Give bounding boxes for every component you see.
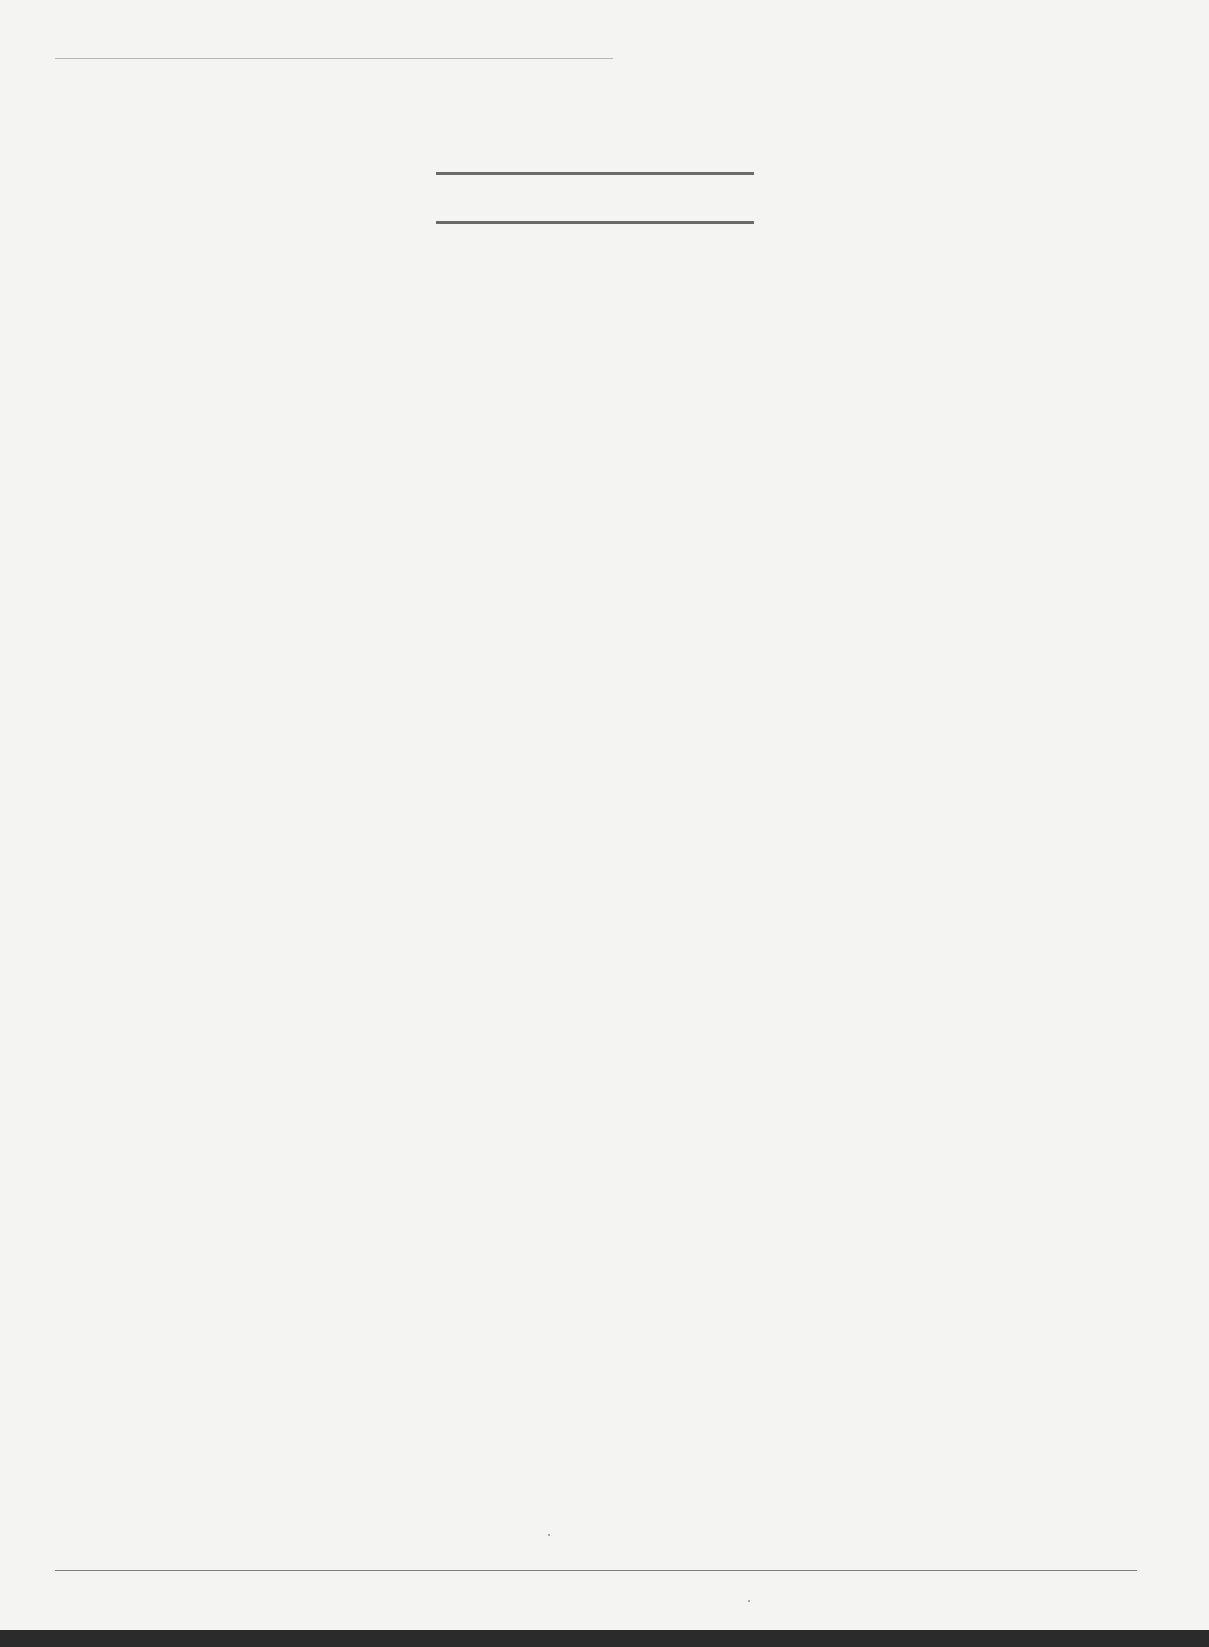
scan-speck (748, 1600, 750, 1602)
footer-rule (55, 1570, 1137, 1571)
pull-quote (436, 172, 754, 224)
scan-edge (0, 1630, 1209, 1647)
scan-speck (548, 1534, 550, 1536)
header-rule (55, 58, 613, 59)
text-column-2 (436, 150, 754, 244)
